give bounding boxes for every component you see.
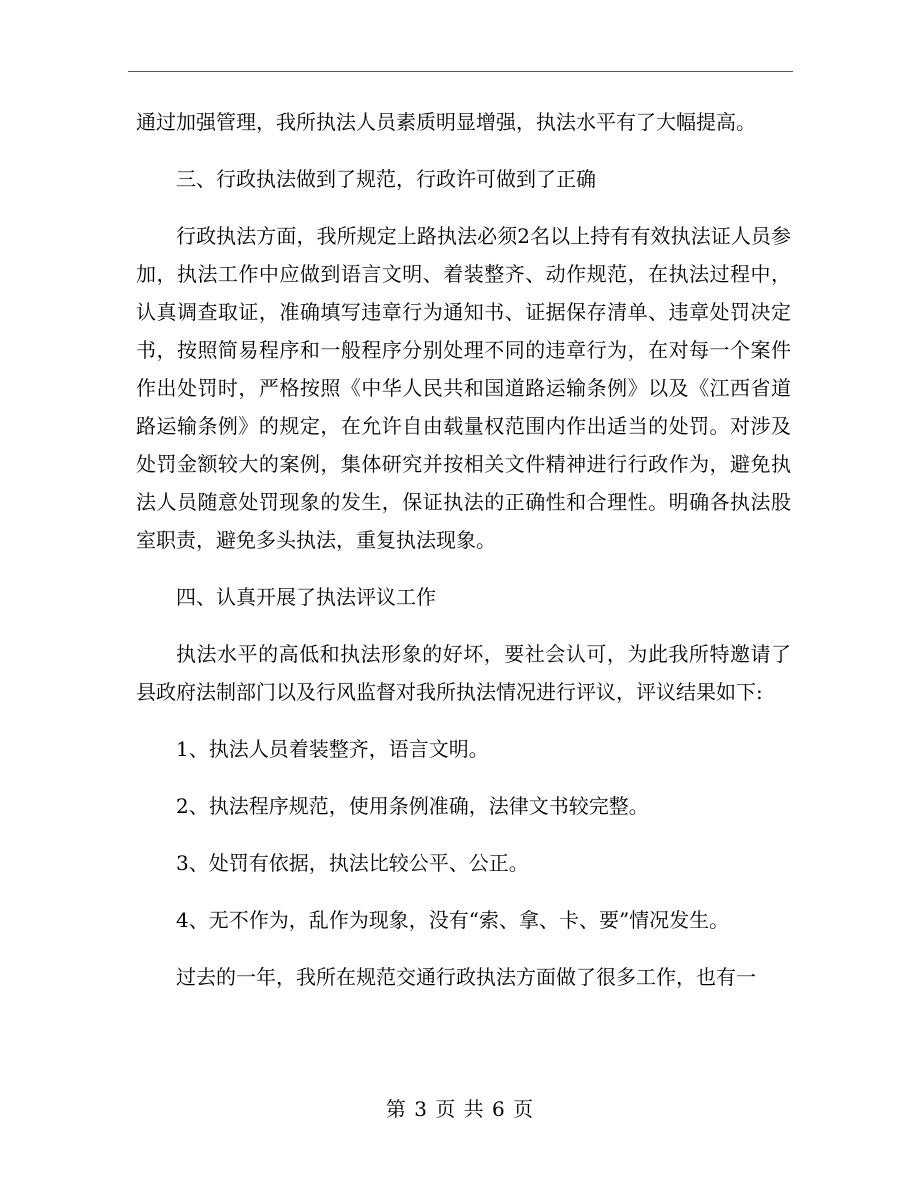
paragraph-enforcement: 行政执法方面，我所规定上路执法必须2名以上持有有效执法证人员参加，执法工作中应做到语言文明、着装整齐、动作规范，在执法过程中，认真调查取证，准确填写违章行为通知书、证据保存清单、违章处罚决定书，按照简易程序和一般程序分别处理不同的违章行为，在对每一个案件作出处罚时，严格按照《中华人民共和国道路运输条例》以及《江西省道路运输条例》的规定，在允许自由载量权范围内作出适当的处罚。对涉及处罚金额较大的案例，集体研究并按相关文件精神进行行政作为，避免执法人员随意处罚现象的发生，保证执法的正确性和合理性。明确各执法股室职责，避免多头执法，重复执法现象。 xyxy=(136,224,791,552)
paragraph-continuation: 通过加强管理，我所执法人员素质明显增强，执法水平有了大幅提高。 xyxy=(136,110,756,134)
section-heading-3: 三、行政执法做到了规范，行政许可做到了正确 xyxy=(176,167,596,191)
header-rule xyxy=(128,71,793,72)
list-item-3: 3、处罚有依据，执法比较公平、公正。 xyxy=(176,851,529,875)
paragraph-evaluation: 执法水平的高低和执法形象的好坏，要社会认可，为此我所特邀请了县政府法制部门以及行风监督对我所执法情况进行评议，评议结果如下: xyxy=(136,642,791,704)
list-item-2: 2、执法程序规范，使用条例准确，法律文书较完整。 xyxy=(176,794,649,818)
document-body xyxy=(136,103,791,1015)
section-heading-4: 四、认真开展了执法评议工作 xyxy=(176,585,436,609)
paragraph-summary: 过去的一年，我所在规范交通行政执法方面做了很多工作，也有一 xyxy=(176,965,756,989)
list-item-4: 4、无不作为，乱作为现象，没有“索、拿、卡、要”情况发生。 xyxy=(176,908,730,932)
page-number-footer: 第 3 页 共 6 页 xyxy=(385,1097,535,1121)
list-item-1: 1、执法人员着装整齐，语言文明。 xyxy=(176,737,489,761)
